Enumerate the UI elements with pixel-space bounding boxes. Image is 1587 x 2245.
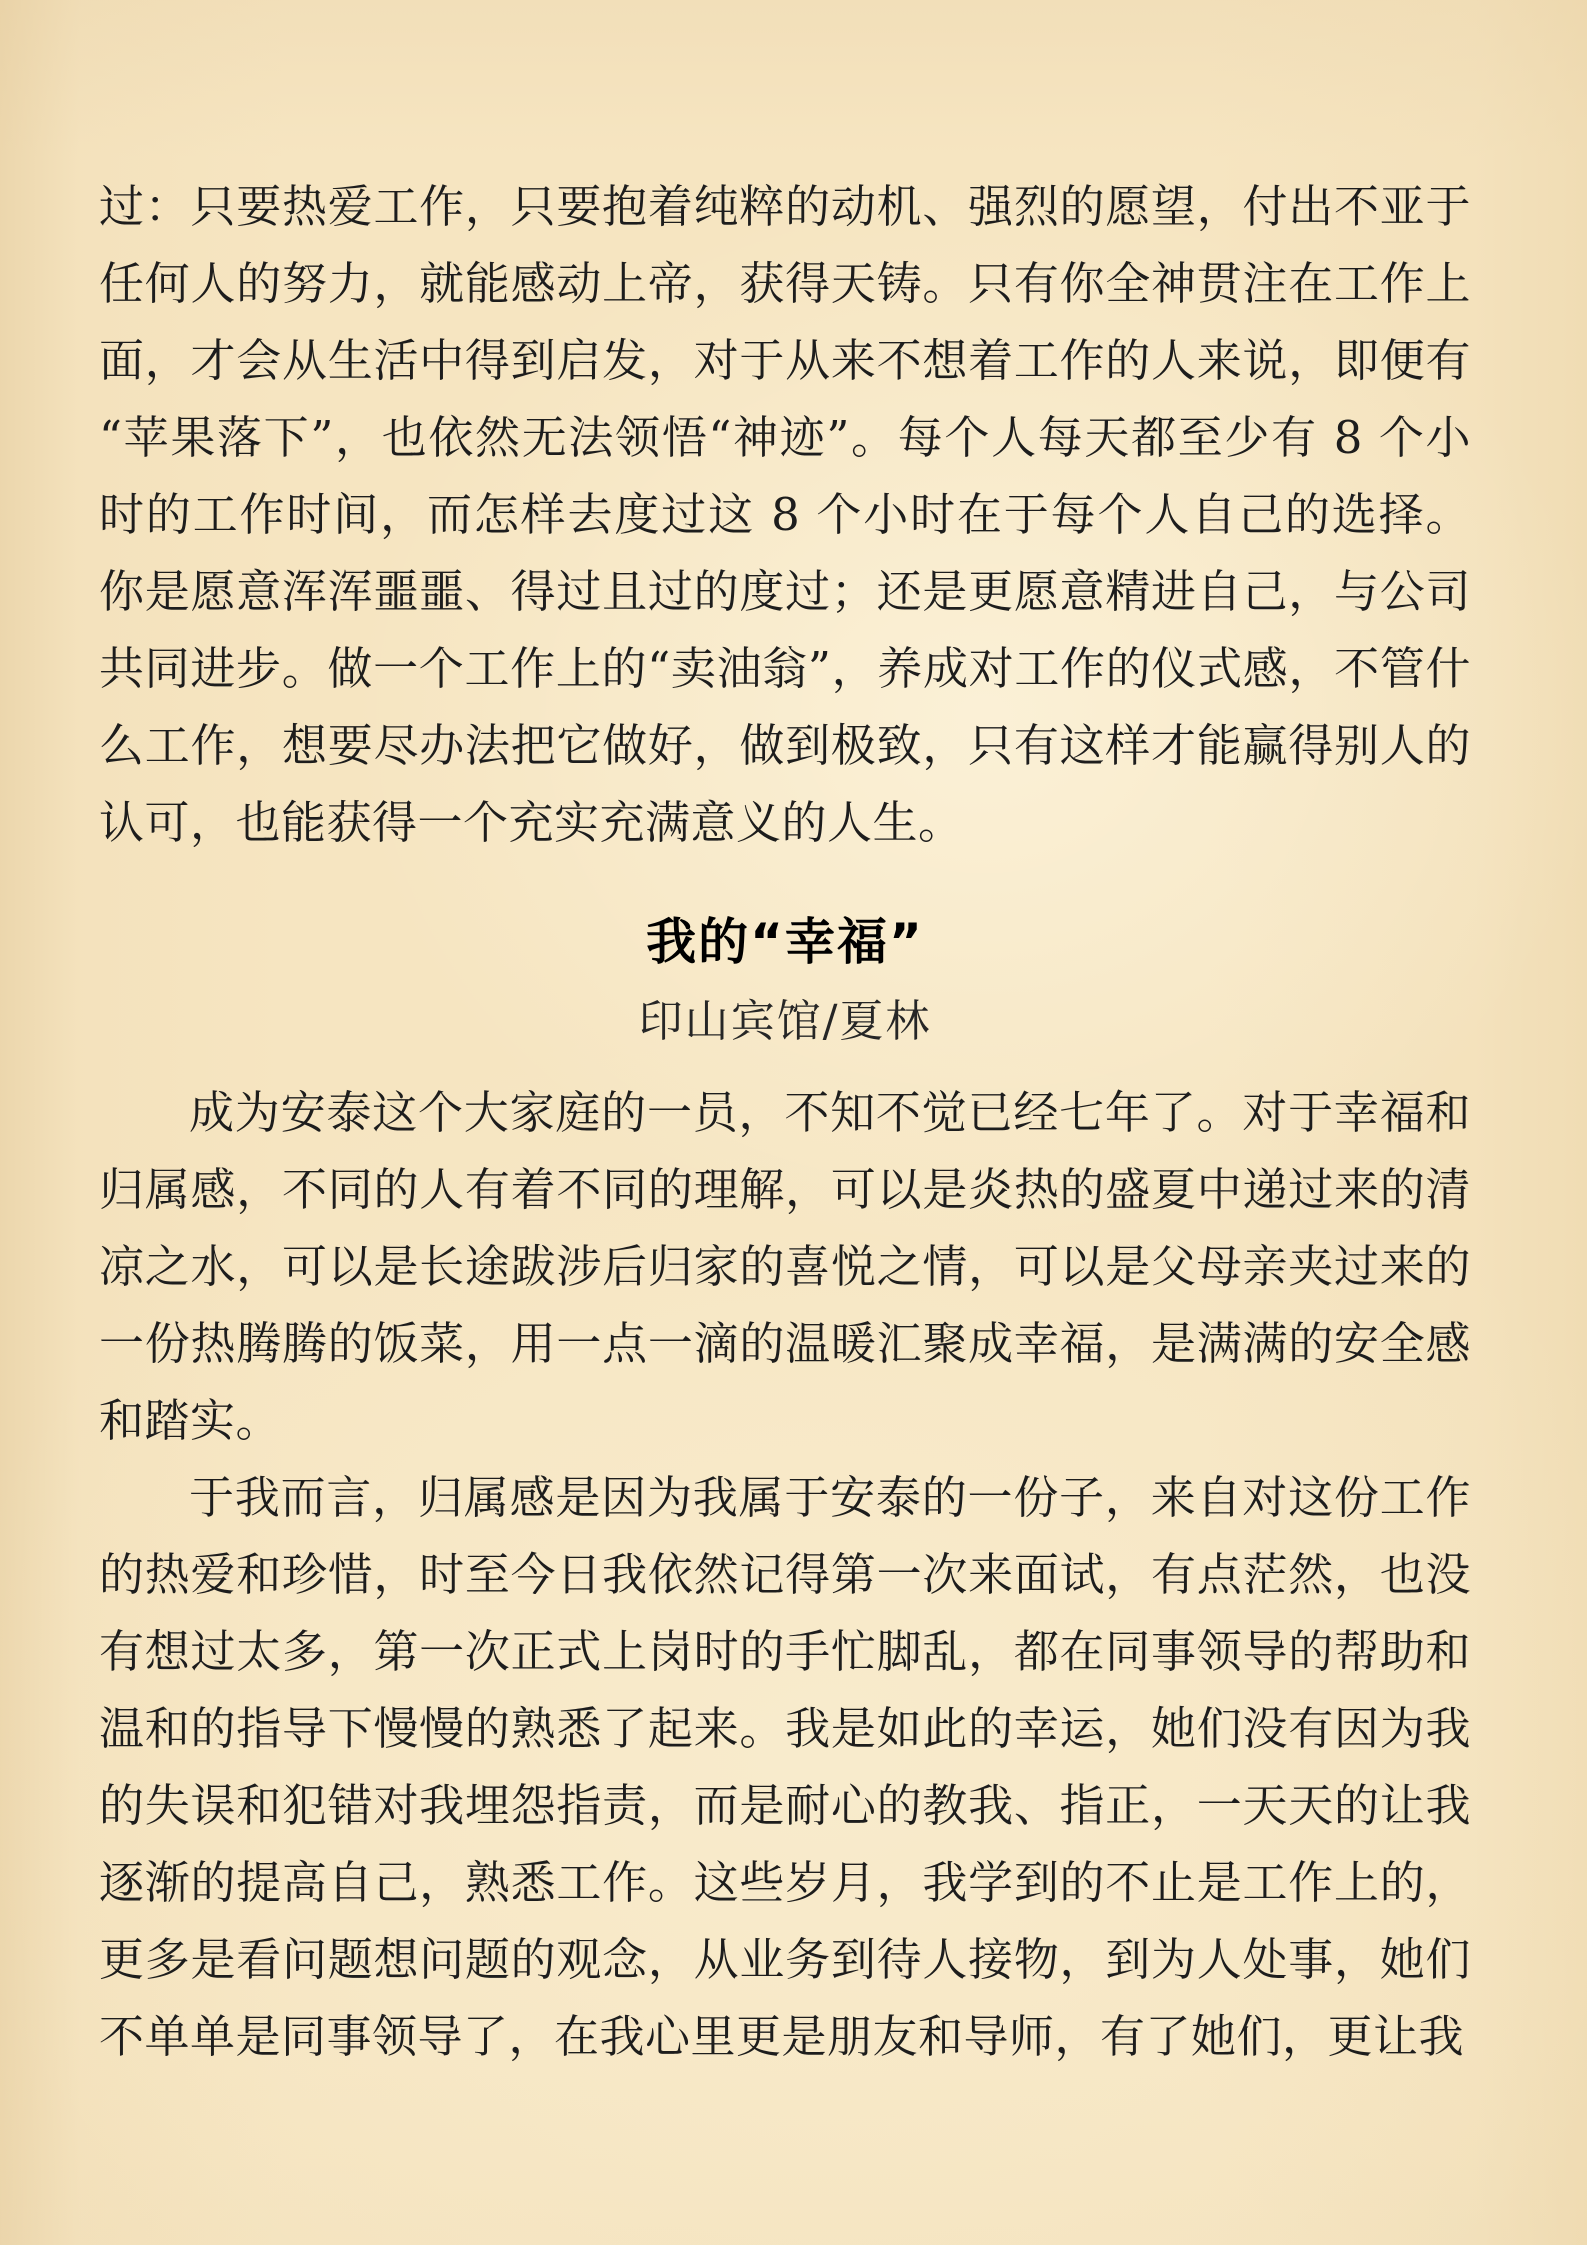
continuation-paragraph: 过：只要热爱工作，只要抱着纯粹的动机、强烈的愿望，付出不亚于任何人的努力，就能感动上帝，获得天铸。只有你全神贯注在工作上面，才会从生活中得到启发，对于从来不想着工作的人来说，即便有“苹果落下”，也依然无法领悟“神迹”。每个人每天都至少有 8 个小时的工作时间，而怎样去度过这 8 个小时在于每个人自己的选择。你是愿意浑浑噩噩、得过且过的度过；还是更愿意精进自己，与公司共同进步。做一个工作上的“卖油翁”，养成对工作的仪式感，不管什么工作，想要尽办法把它做好，做到极致，只有这样才能赢得别人的认可，也能获得一个充实充满意义的人生。 [99, 180, 1471, 849]
article-paragraph-2: 于我而言，归属感是因为我属于安泰的一份子，来自对这份工作的热爱和珍惜，时至今日我依然记得第一次来面试，有点茫然，也没有想过太多，第一次正式上岗时的手忙脚乱，都在同事领导的帮助和温和的指导下慢慢的熟悉了起来。我是如此的幸运，她们没有因为我的失误和犯错对我埋怨指责，而是耐心的教我、指正，一天天的让我逐渐的提高自己，熟悉工作。这些岁月，我学到的不止是工作上的，更多是看问题想问题的观念，从业务到待人接物，到为人处事，她们不单单是同事领导了，在我心里更是朋友和导师，有了她们，更让我 [99, 1471, 1471, 2063]
article-byline: 印山宾馆/夏林 [638, 996, 932, 1047]
article-title: 我的“幸福” [646, 913, 924, 971]
article-paragraph-1: 成为安泰这个大家庭的一员，不知不觉已经七年了。对于幸福和归属感，不同的人有着不同的理解，可以是炎热的盛夏中递过来的清凉之水，可以是长途跋涉后归家的喜悦之情，可以是父母亲夹过来的一份热腾腾的饭菜，用一点一滴的温暖汇聚成幸福，是满满的安全感和踏实。 [99, 1086, 1471, 1447]
